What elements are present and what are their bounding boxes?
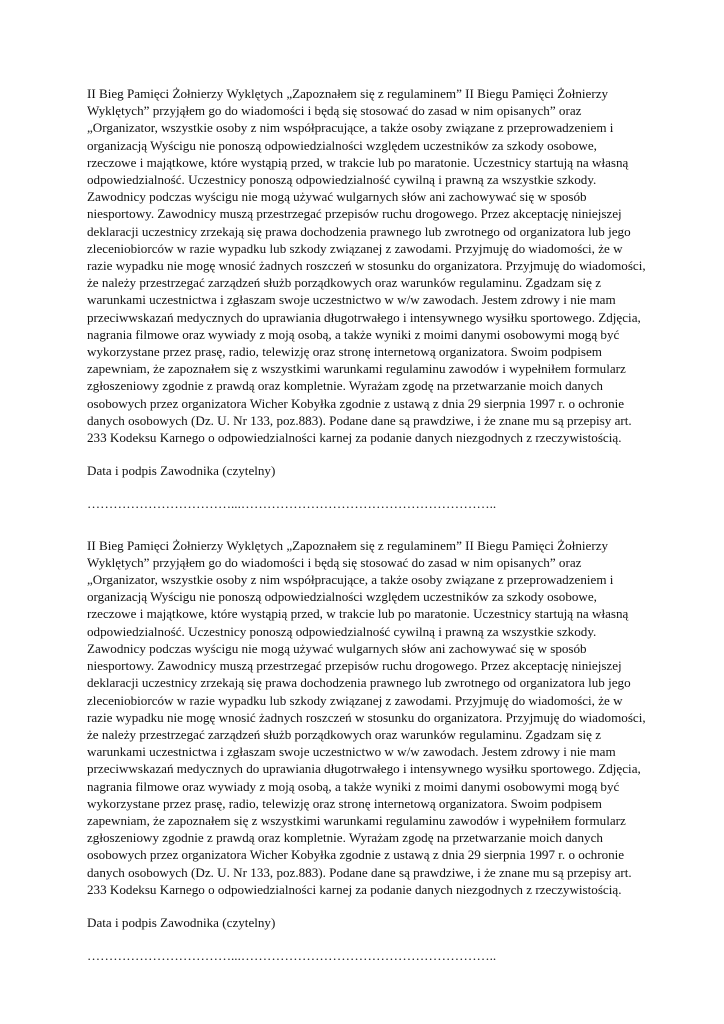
declaration-text: II Bieg Pamięci Żołnierzy Wyklętych „Zapoznałem się z regulaminem” II Biegu Pamięci Żołnierzy Wyklętych” przyjąłem go do wiadomości i będą się stosować do zasad w nim opisanych” oraz „Organizator, wszystkie osoby z nim współpracujące, a także osoby związane z przeprowadzeniem i organizacją Wyścigu nie ponoszą odpowiedzialności względem uczestników za szkody osobowe, rzeczowe i majątkowe, które wystąpią przed, w trakcie lub po maratonie. Uczestnicy startują na własną odpowiedzialność. Uczestnicy ponoszą odpowiedzialność cywilną i prawną za wszystkie szkody. Zawodnicy podczas wyścigu nie mogą używać wulgarnych słów ani zachowywać się w sposób niesportowy. Zawodnicy muszą przestrzegać przepisów ruchu drogowego. Przez akceptację niniejszej deklaracji uczestnicy zrzekają się prawa dochodzenia prawnego lub zwrotnego od organizatora lub jego zleceniobiorców w razie wypadku lub szkody związanej z zawodami. Przyjmuję do wiadomości, że w razie wypadku nie mogę wnosić żadnych roszczeń w stosunku do organizatora. Przyjmuję do wiadomości, że należy przestrzegać zarządzeń służb porządkowych oraz warunków regulaminu. Zgadzam się z warunkami uczestnictwa i zgłaszam swoje uczestnictwo w w/w zawodach. Jestem zdrowy i nie mam przeciwwskazań medycznych do uprawiania długotrwałego i intensywnego wysiłku sportowego. Zdjęcia, nagrania filmowe oraz wywiady z moją osobą, a także wyniki z moimi danymi osobowymi mogą być wykorzystane przez prasę, radio, telewizję oraz stronę internetową organizatora. Swoim podpisem zapewniam, że zapoznałem się z wszystkimi warunkami regulaminu zawodów i wypełniłem formularz zgłoszeniowy zgodnie z prawdą oraz kompletnie. Wyrażam zgodę na przetwarzanie moich danych osobowych przez organizatora Wicher Kobyłka zgodnie z ustawą z dnia 29 sierpnia 1997 r. o ochronie danych osobowych (Dz. U. Nr 133, poz.883). Podane dane są prawdziwe, i że znane mu są przepisy art. 233 Kodeksu Karnego o odpowiedzialności karnej za podanie danych niezgodnych z rzeczywistością.: [87, 86, 646, 446]
signature-label: Data i podpis Zawodnika (czytelny): [87, 463, 276, 479]
declaration-section-1: [87, 85, 647, 513]
declaration-text: II Bieg Pamięci Żołnierzy Wyklętych „Zapoznałem się z regulaminem” II Biegu Pamięci Żołnierzy Wyklętych” przyjąłem go do wiadomości i będą się stosować do zasad w nim opisanych” oraz „Organizator, wszystkie osoby z nim współpracujące, a także osoby związane z przeprowadzeniem i organizacją Wyścigu nie ponoszą odpowiedzialności względem uczestników za szkody osobowe, rzeczowe i majątkowe, które wystąpią przed, w trakcie lub po maratonie. Uczestnicy startują na własną odpowiedzialność. Uczestnicy ponoszą odpowiedzialność cywilną i prawną za wszystkie szkody. Zawodnicy podczas wyścigu nie mogą używać wulgarnych słów ani zachowywać się w sposób niesportowy. Zawodnicy muszą przestrzegać przepisów ruchu drogowego. Przez akceptację niniejszej deklaracji uczestnicy zrzekają się prawa dochodzenia prawnego lub zwrotnego od organizatora lub jego zleceniobiorców w razie wypadku lub szkody związanej z zawodami. Przyjmuję do wiadomości, że w razie wypadku nie mogę wnosić żadnych roszczeń w stosunku do organizatora. Przyjmuję do wiadomości, że należy przestrzegać zarządzeń służb porządkowych oraz warunków regulaminu. Zgadzam się z warunkami uczestnictwa i zgłaszam swoje uczestnictwo w w/w zawodach. Jestem zdrowy i nie mam przeciwwskazań medycznych do uprawiania długotrwałego i intensywnego wysiłku sportowego. Zdjęcia, nagrania filmowe oraz wywiady z moją osobą, a także wyniki z moimi danymi osobowymi mogą być wykorzystane przez prasę, radio, telewizję oraz stronę internetową organizatora. Swoim podpisem zapewniam, że zapoznałem się z wszystkimi warunkami regulaminu zawodów i wypełniłem formularz zgłoszeniowy zgodnie z prawdą oraz kompletnie. Wyrażam zgodę na przetwarzanie moich danych osobowych przez organizatora Wicher Kobyłka zgodnie z ustawą z dnia 29 sierpnia 1997 r. o ochronie danych osobowych (Dz. U. Nr 133, poz.883). Podane dane są prawdziwe, i że znane mu są przepisy art. 233 Kodeksu Karnego o odpowiedzialności karnej za podanie danych niezgodnych z rzeczywistością.: [87, 537, 646, 897]
signature-label: Data i podpis Zawodnika (czytelny): [87, 914, 276, 930]
signature-line: ……………………………...…………………………………………………..: [87, 948, 497, 964]
document-page: [87, 85, 647, 964]
declaration-section-2: [87, 537, 647, 965]
signature-line: ……………………………...…………………………………………………..: [87, 496, 497, 512]
